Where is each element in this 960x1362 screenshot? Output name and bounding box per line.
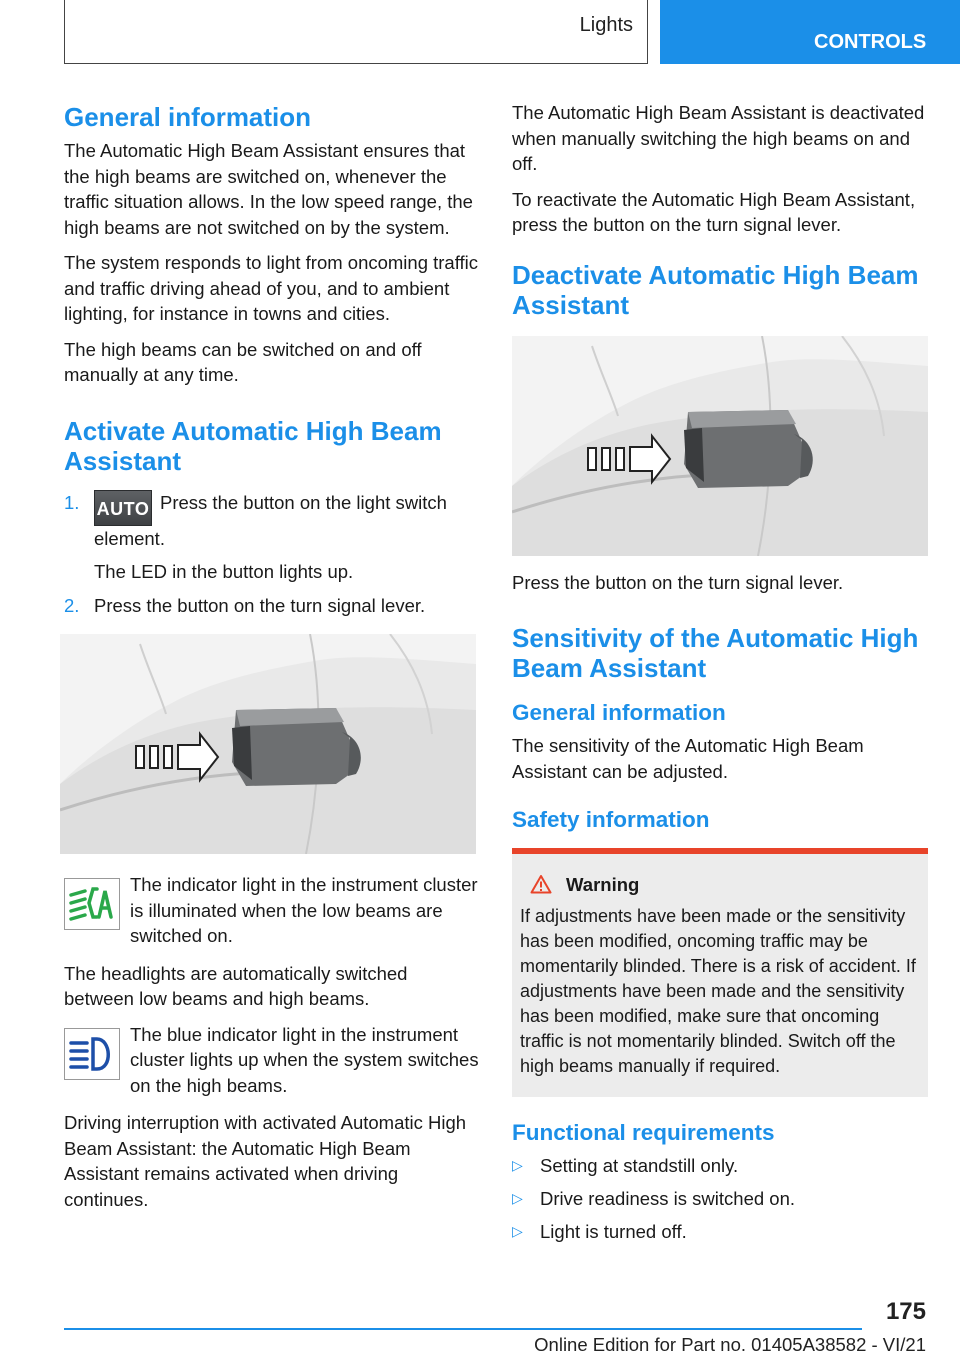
paragraph: The Automatic High Beam Assistant ensures that the high beams are switched on, whenever the traffic situation allows. In the low speed range, the high beams are not switched on by the system. <box>64 140 473 238</box>
bullet-triangle-icon: ▷ <box>512 1190 523 1206</box>
high-beam-indicator-icon <box>64 1028 120 1080</box>
indicator-description: The blue indicator light in the instrument cluster lights up when the system switches on the high beams. <box>130 1023 479 1096</box>
heading-activate: Activate Automatic High Beam Assistant <box>64 415 442 476</box>
warning-text: If adjustments have been made or the sensitivity has been modified, oncoming traffic may be momentarily blinded. There is a risk of accident. If adjustments have been made and the sensitivity has been modified, make sure that oncoming traffic is not momentarily blinded. Switch off the high beams manually if required. <box>520 906 916 1076</box>
right-column <box>512 100 928 1252</box>
page-number: 175 <box>885 1298 926 1325</box>
header-frame <box>64 0 648 64</box>
warning-triangle-icon <box>530 874 552 894</box>
requirements-list <box>512 1153 928 1244</box>
step-text: Press the button on the light switch element. <box>94 491 447 549</box>
paragraph: The Automatic High Beam Assistant is deactivated when manually switching the high beams on and off. <box>512 102 925 174</box>
list-item <box>512 1153 928 1178</box>
step-item <box>64 593 480 619</box>
subheading-safety-information: Safety information <box>512 807 710 832</box>
turn-signal-lever-photo <box>512 336 928 556</box>
bullet-triangle-icon: ▷ <box>512 1223 523 1239</box>
footer-divider <box>64 1328 862 1330</box>
paragraph: The sensitivity of the Automatic High Beam Assistant can be adjusted. <box>512 735 864 782</box>
warning-box <box>512 848 928 1097</box>
step-number: 1. <box>64 491 80 513</box>
page-header <box>0 0 960 66</box>
activation-steps <box>64 490 480 619</box>
footer-edition: Online Edition for Part no. 01405A38582 - VI/21 <box>534 1334 926 1355</box>
heading-deactivate: Deactivate Automatic High Beam Assistant <box>512 259 919 320</box>
list-item <box>512 1219 928 1244</box>
header-section-title: Lights <box>579 14 633 36</box>
header-chapter-tab: CONTROLS <box>660 0 960 64</box>
indicator-description: The indicator light in the instrument cluster is illuminated when the low beams are switched on. <box>130 874 478 946</box>
list-item-text: Light is turned off. <box>540 1221 687 1242</box>
step-number: 2. <box>64 594 80 616</box>
subheading-functional-requirements: Functional requirements <box>512 1120 775 1145</box>
indicator-row-low-beam <box>64 872 480 949</box>
paragraph: To reactivate the Automatic High Beam Assistant, press the button on the turn signal lever. <box>512 188 916 235</box>
paragraph: The high beams can be switched on and off manually at any time. <box>64 338 422 385</box>
subheading-general-information: General information <box>512 700 726 725</box>
paragraph: Driving interruption with activated Automatic High Beam Assistant: the Automatic High Beam Assistant remains activated when driving continues. <box>64 1112 467 1210</box>
auto-button-icon: AUTO <box>94 490 152 526</box>
low-beam-indicator-icon <box>64 878 120 930</box>
bullet-triangle-icon: ▷ <box>512 1157 523 1173</box>
list-item <box>512 1186 928 1211</box>
turn-signal-lever-photo <box>60 634 476 854</box>
left-column <box>64 100 480 1222</box>
indicator-row-high-beam <box>64 1022 480 1099</box>
warning-title-text: Warning <box>566 874 640 895</box>
paragraph: The system responds to light from oncoming traffic and traffic driving ahead of you, and to ambient lighting, for instance in towns and cities. <box>64 252 479 324</box>
list-item-text: Setting at standstill only. <box>540 1155 739 1176</box>
warning-title <box>520 874 920 896</box>
list-item-text: Drive readiness is switched on. <box>540 1188 795 1209</box>
step-item <box>64 490 480 585</box>
step-subtext: The LED in the button lights up. <box>94 561 354 582</box>
paragraph: The headlights are automatically switched between low beams and high beams. <box>64 962 408 1009</box>
heading-general-information: General information <box>64 102 312 132</box>
paragraph: Press the button on the turn signal lever. <box>512 571 844 593</box>
heading-sensitivity: Sensitivity of the Automatic High Beam Assistant <box>512 623 919 683</box>
step-text: Press the button on the turn signal lever. <box>94 594 426 616</box>
